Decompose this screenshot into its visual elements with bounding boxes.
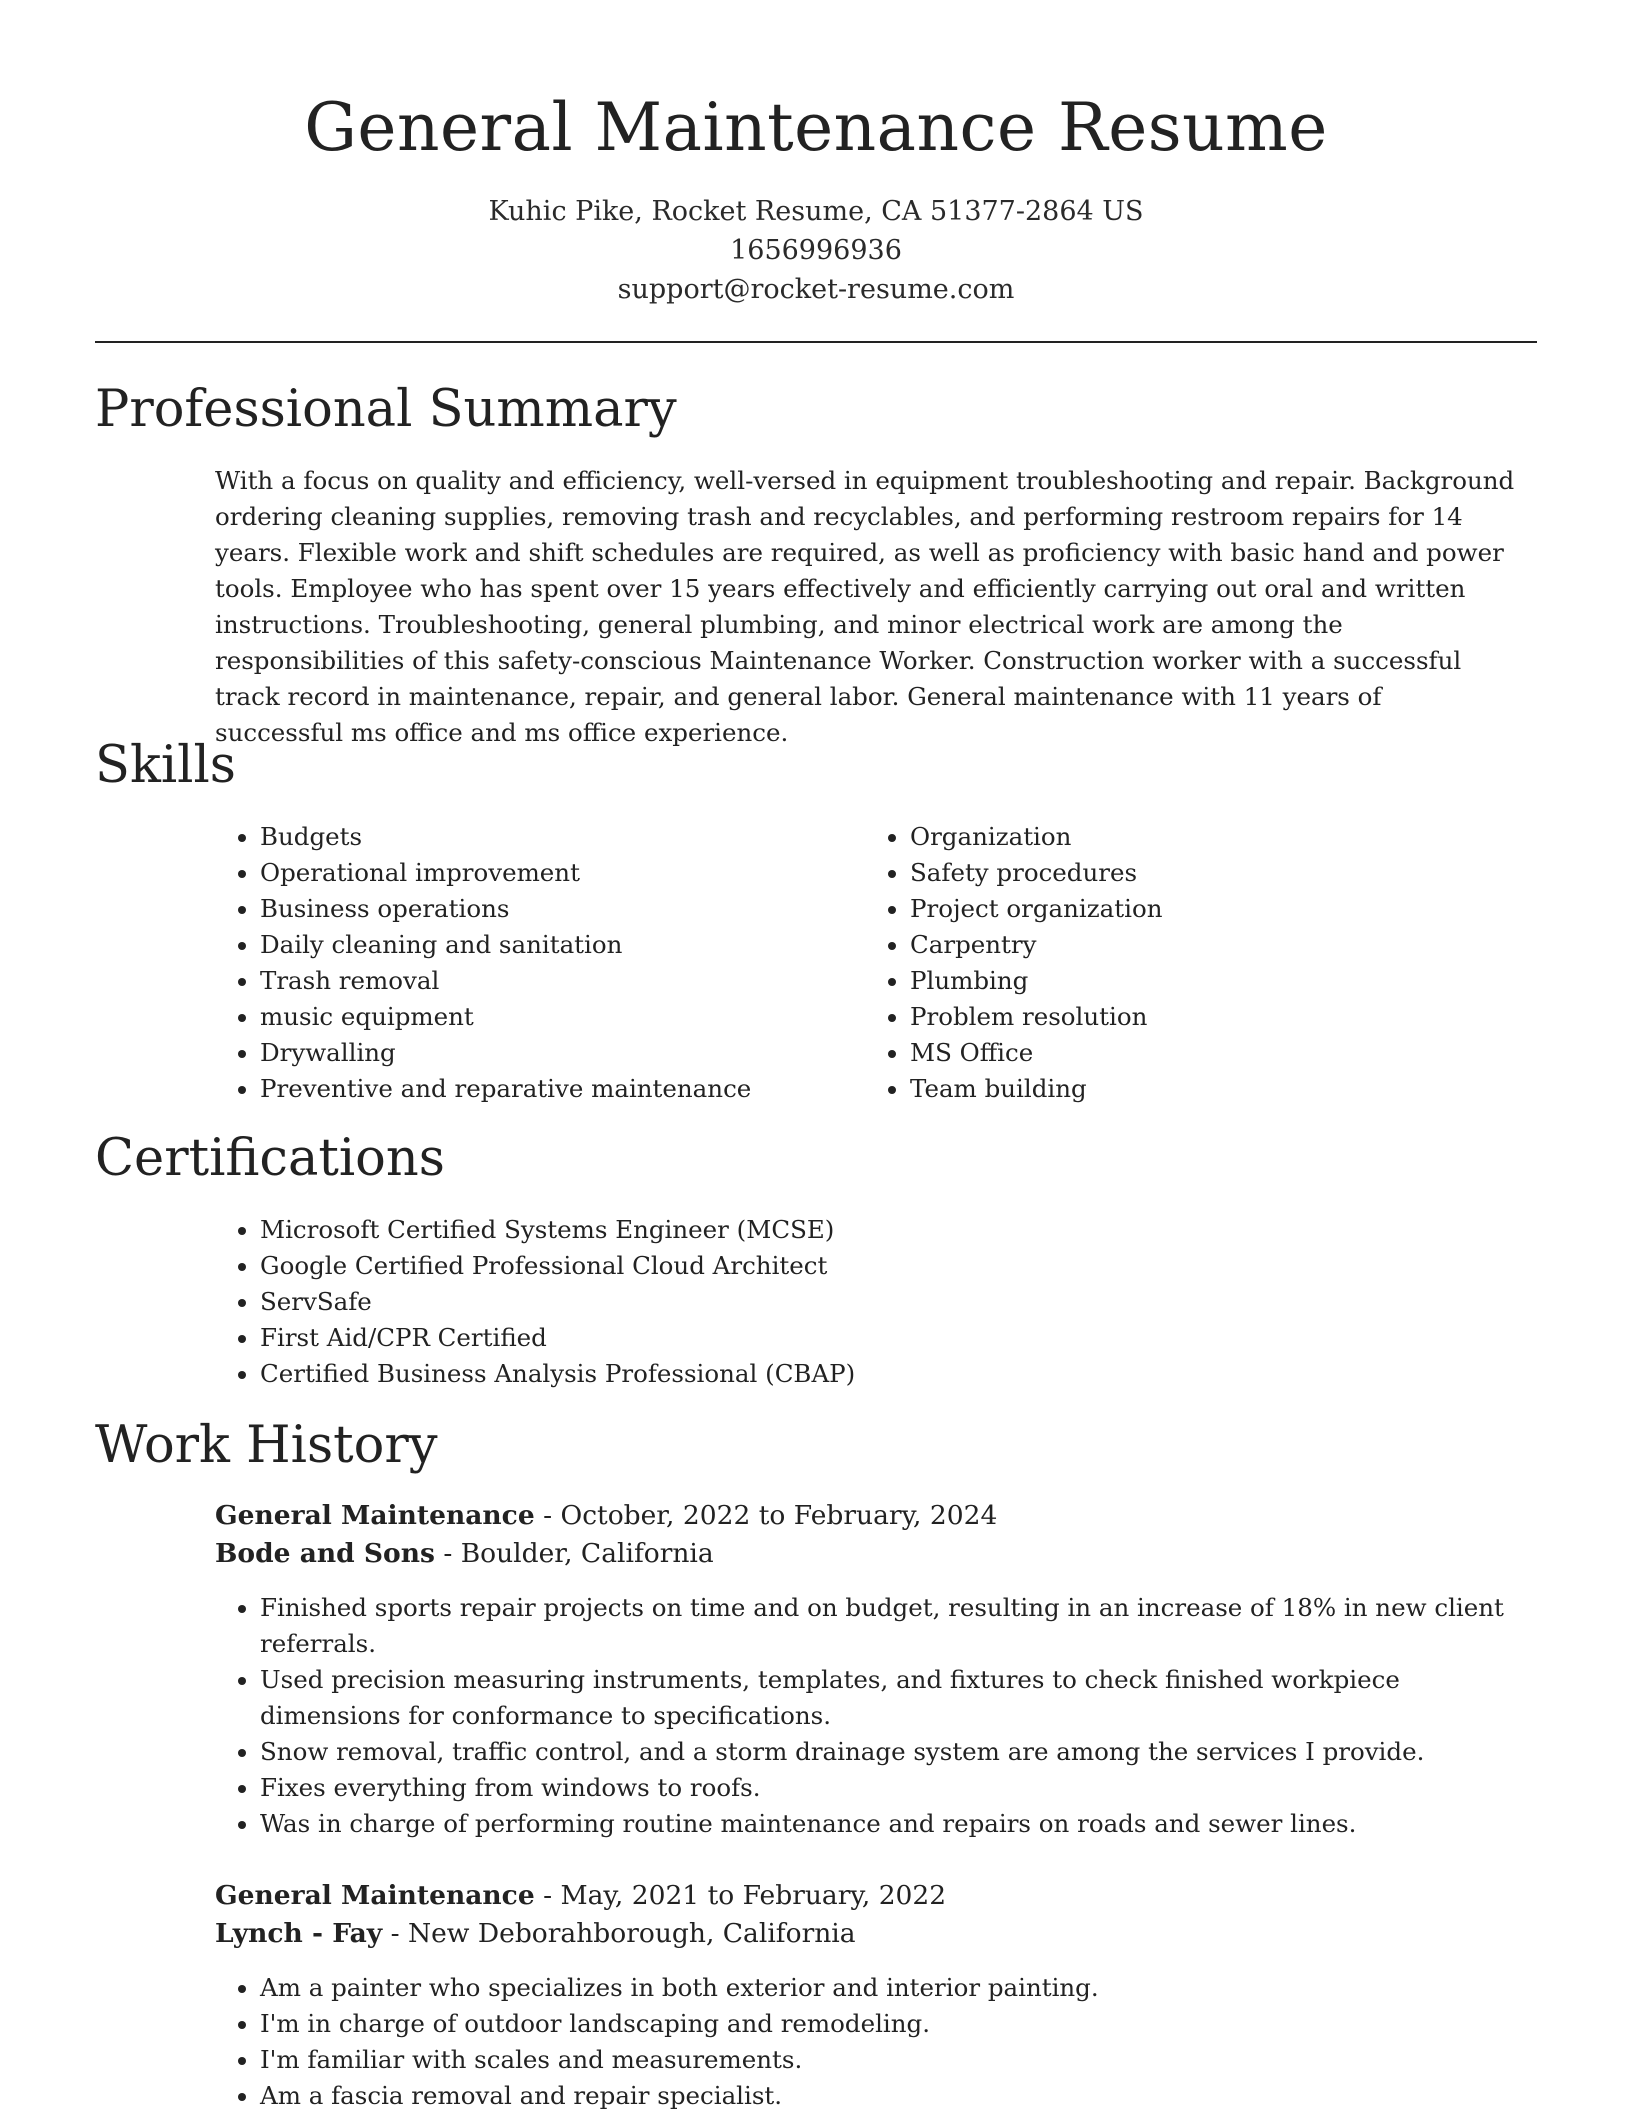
job-employer: Lynch - Fay: [215, 1918, 383, 1949]
skills-list-left: [215, 819, 751, 1107]
skills-list-right: [865, 819, 1163, 1107]
job-location: - New Deborahborough, California: [382, 1918, 856, 1949]
skill-item: • Business operations: [260, 891, 751, 927]
certifications-heading: Certifications: [95, 1129, 445, 1188]
resume-header: [0, 78, 1632, 309]
contact-phone: 1656996936: [730, 235, 902, 266]
certification-item: • Google Certified Professional Cloud Architect: [260, 1248, 855, 1284]
job-duty: • Snow removal, traffic control, and a storm drainage system are among the services I provide.: [260, 1734, 1545, 1770]
job-duty: • Am a fascia removal and repair specialist.: [260, 2078, 1545, 2112]
skill-item: • Drywalling: [260, 1035, 751, 1071]
job-entry: [215, 1877, 1545, 2112]
certification-item: • Microsoft Certified Systems Engineer (MCSE): [260, 1212, 855, 1248]
job-title: General Maintenance: [215, 1500, 535, 1531]
summary-heading: Professional Summary: [95, 380, 677, 439]
skill-item: • Safety procedures: [910, 855, 1163, 891]
certification-item: • Certified Business Analysis Professional (CBAP): [260, 1356, 855, 1392]
contact-block: [0, 192, 1632, 309]
header-divider: [95, 341, 1537, 343]
contact-address: Kuhic Pike, Rocket Resume, CA 51377-2864 US: [488, 196, 1144, 227]
job-duty: • Was in charge of performing routine maintenance and repairs on roads and sewer lines.: [260, 1806, 1545, 1842]
certification-item: • ServSafe: [260, 1284, 855, 1320]
job-duty: • I'm familiar with scales and measurements.: [260, 2042, 1545, 2078]
job-duty: • Finished sports repair projects on time and on budget, resulting in an increase of 18% in new client referrals.: [260, 1590, 1545, 1662]
work-history-heading: Work History: [95, 1416, 438, 1475]
skill-item: • Problem resolution: [910, 999, 1163, 1035]
certifications-list: [215, 1212, 855, 1392]
job-employer: Bode and Sons: [215, 1538, 435, 1569]
job-dates: - May, 2021 to February, 2022: [534, 1880, 947, 1911]
skill-item: • Operational improvement: [260, 855, 751, 891]
job-location: - Boulder, California: [434, 1538, 714, 1569]
skill-item: • Plumbing: [910, 963, 1163, 999]
skill-item: • MS Office: [910, 1035, 1163, 1071]
job-duty: • Used precision measuring instruments, templates, and fixtures to check finished workpiece dimensions for conformance to specifications.: [260, 1662, 1545, 1734]
skill-item: • Daily cleaning and sanitation: [260, 927, 751, 963]
skill-item: • Budgets: [260, 819, 751, 855]
job-duty: • Fixes everything from windows to roofs.: [260, 1770, 1545, 1806]
job-dates: - October, 2022 to February, 2024: [534, 1500, 998, 1531]
summary-text: With a focus on quality and efficiency, well-versed in equipment troubleshooting and repair. Background ordering cleaning supplies, removing trash and recyclables, and performing restroom repairs for 14 years. Flexible work and shift schedules are required, as well as proficiency with basic hand and power tools. Employee who has spent over 15 years effectively and efficiently carrying out oral and written instructions. Troubleshooting, general plumbing, and minor electrical work are among the responsibilities of this safety-conscious Maintenance Worker. Construction worker with a successful track record in maintenance, repair, and general labor. General maintenance with 11 years of successful ms office and ms office experience.: [215, 466, 1515, 747]
resume-title: General Maintenance Resume: [304, 89, 1328, 166]
skill-item: • Project organization: [910, 891, 1163, 927]
skill-item: • music equipment: [260, 999, 751, 1035]
skill-item: • Carpentry: [910, 927, 1163, 963]
contact-email: support@rocket-resume.com: [617, 274, 1015, 305]
skill-item: • Team building: [910, 1071, 1163, 1107]
skill-item: • Organization: [910, 819, 1163, 855]
skill-item: • Preventive and reparative maintenance: [260, 1071, 751, 1107]
skills-heading: Skills: [95, 736, 236, 795]
skill-item: • Trash removal: [260, 963, 751, 999]
certification-item: • First Aid/CPR Certified: [260, 1320, 855, 1356]
job-entry: [215, 1497, 1545, 1842]
job-employer-line: [215, 1915, 1545, 1953]
job-title-line: [215, 1877, 1545, 1915]
job-title: General Maintenance: [215, 1880, 535, 1911]
job-duty: • Am a painter who specializes in both exterior and interior painting.: [260, 1970, 1545, 2006]
job-duty: • I'm in charge of outdoor landscaping and remodeling.: [260, 2006, 1545, 2042]
job-title-line: [215, 1497, 1545, 1535]
job-employer-line: [215, 1535, 1545, 1573]
job-duties-list: [215, 1590, 1545, 1842]
job-duties-list: [215, 1970, 1545, 2112]
